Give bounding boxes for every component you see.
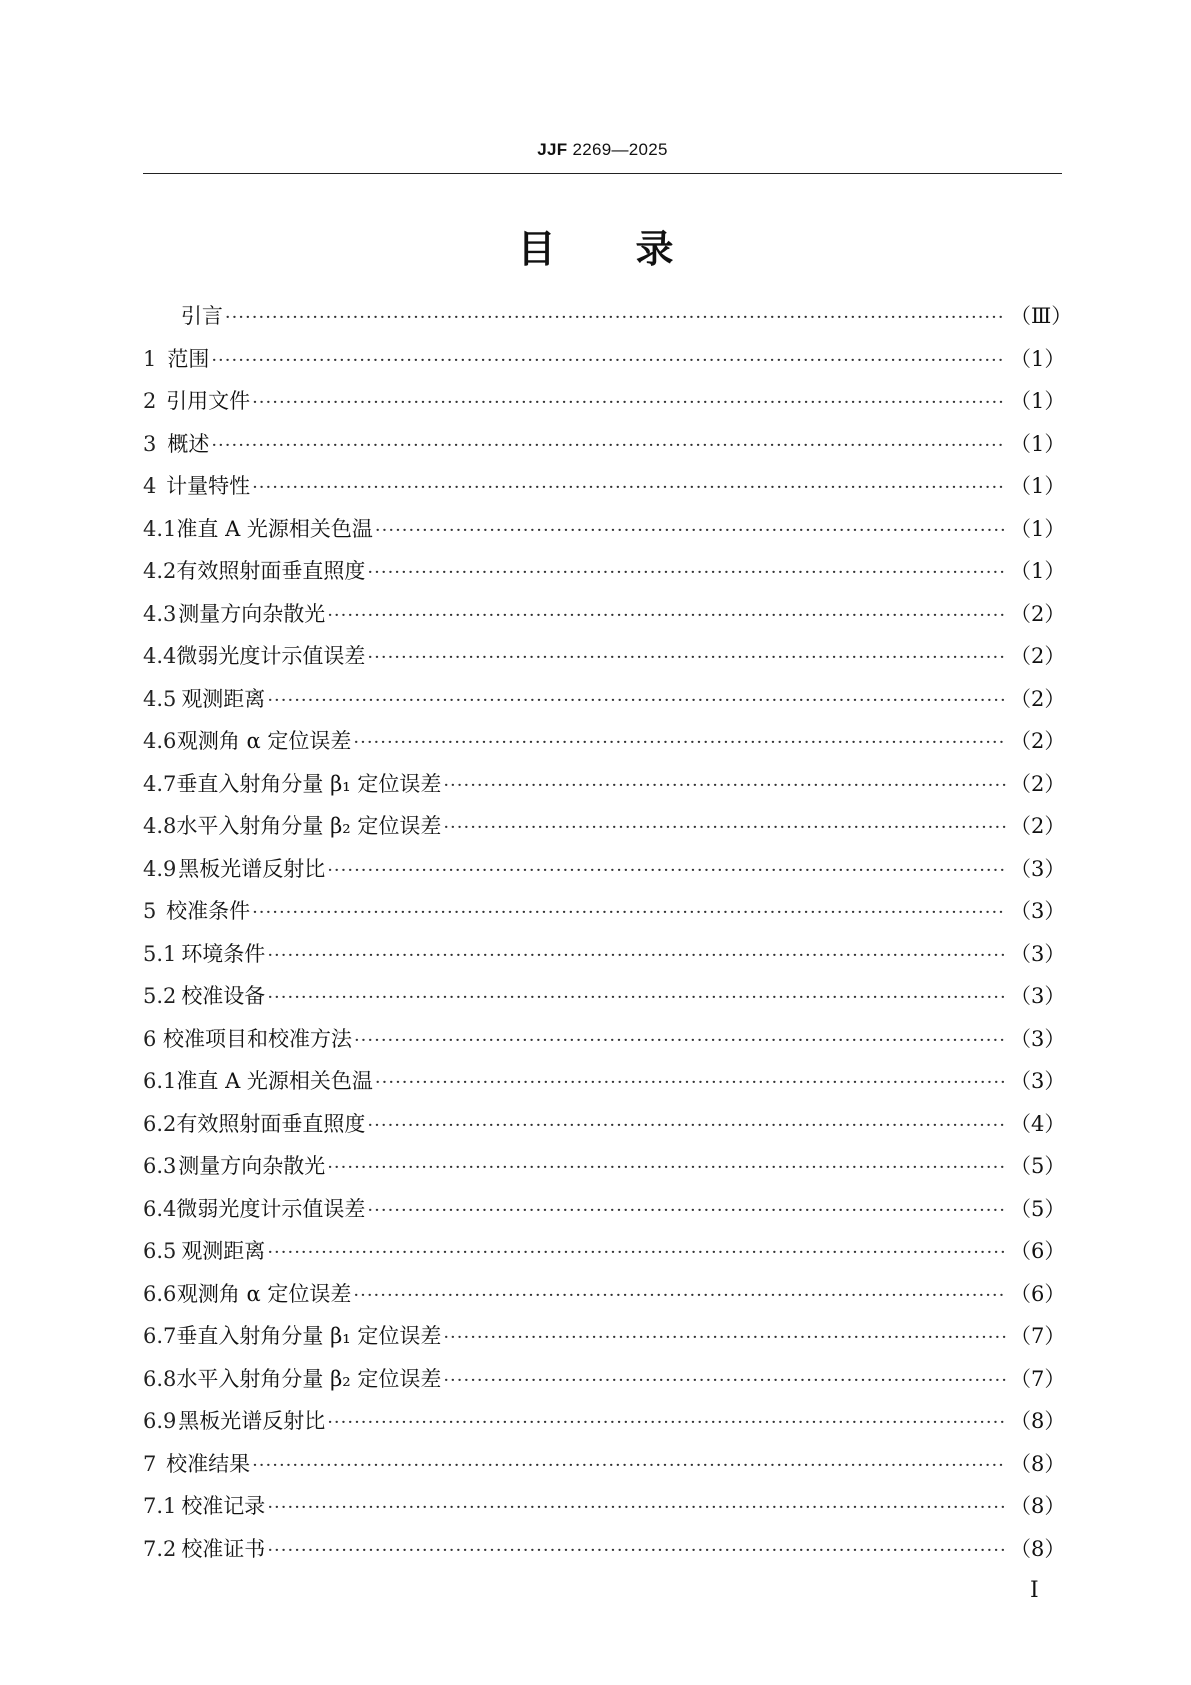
toc-entry-page: （4） — [1010, 1111, 1066, 1136]
toc-entry[interactable] — [143, 1023, 1066, 1066]
toc-entry-title: 计量特性 — [166, 474, 251, 498]
toc-entry[interactable] — [143, 300, 1073, 343]
toc-dot-leader — [267, 987, 1006, 1008]
toc-entry-title: 准直 A 光源相关色温 — [176, 1069, 373, 1093]
toc-entry-page: （8） — [1010, 1536, 1066, 1561]
toc-entry-title: 校准条件 — [166, 899, 251, 923]
toc-entry-title: 微弱光度计示值误差 — [176, 644, 366, 668]
toc-entry-number: 4.2 — [143, 559, 177, 583]
toc-entry-number: 5 — [143, 899, 157, 923]
toc-entry-title: 引言 — [180, 304, 223, 328]
toc-entry-number: 4.7 — [143, 771, 177, 796]
toc-entry-title: 观测距离 — [181, 1239, 266, 1263]
toc-dot-leader — [353, 732, 1006, 753]
toc-entry[interactable] — [143, 343, 1066, 386]
toc-entry-number: 6.5 — [143, 1239, 177, 1263]
toc-dot-leader — [267, 1540, 1006, 1561]
table-of-contents — [143, 300, 1073, 1575]
toc-entry-number: 6.9 — [143, 1409, 177, 1433]
toc-entry-number: 6.2 — [143, 1111, 177, 1136]
toc-entry[interactable] — [143, 895, 1066, 938]
toc-entry-page: （1） — [1010, 559, 1066, 583]
toc-dot-leader — [353, 1285, 1006, 1306]
toc-entry-title: 观测角 α 定位误差 — [176, 729, 352, 753]
toc-entry-title: 黑板光谱反射比 — [178, 856, 326, 881]
toc-dot-leader — [443, 1370, 1006, 1391]
toc-dot-leader — [375, 520, 1006, 541]
toc-entry-page: （Ⅲ） — [1010, 304, 1073, 328]
standard-code-number: 2269—2025 — [572, 140, 668, 159]
toc-entry-page: （1） — [1010, 346, 1066, 371]
toc-entry-number: 4.6 — [143, 729, 177, 753]
toc-entry[interactable] — [143, 980, 1066, 1023]
toc-entry-number: 7.2 — [143, 1536, 177, 1561]
toc-entry-number: 4.8 — [143, 814, 177, 838]
toc-dot-leader — [443, 775, 1006, 796]
toc-entry-title: 水平入射角分量 β₂ 定位误差 — [176, 1366, 442, 1391]
toc-entry-page: （2） — [1010, 814, 1066, 838]
toc-entry-title: 校准证书 — [181, 1536, 266, 1561]
toc-dot-leader — [252, 477, 1006, 498]
running-header — [143, 140, 1062, 160]
toc-entry-number: 6.4 — [143, 1196, 177, 1221]
toc-entry[interactable] — [143, 555, 1066, 598]
toc-dot-leader — [267, 1497, 1006, 1518]
toc-entry[interactable] — [143, 1278, 1066, 1321]
toc-dot-leader — [267, 690, 1006, 711]
toc-entry-page: （3） — [1010, 984, 1066, 1008]
toc-entry-title: 范围 — [167, 346, 210, 371]
toc-entry[interactable] — [143, 470, 1066, 513]
toc-entry-page: （2） — [1010, 686, 1066, 711]
toc-entry-title: 环境条件 — [181, 941, 266, 966]
toc-dot-leader — [267, 945, 1006, 966]
toc-entry[interactable] — [143, 768, 1066, 811]
toc-dot-leader — [327, 605, 1006, 626]
toc-entry-page: （3） — [1010, 1026, 1066, 1051]
toc-entry[interactable] — [143, 1320, 1066, 1363]
toc-dot-leader — [367, 562, 1006, 583]
header-rule — [143, 173, 1062, 174]
toc-entry-title: 有效照射面垂直照度 — [176, 1111, 366, 1136]
page-folio: Ⅰ — [1030, 1578, 1039, 1603]
toc-entry-title: 水平入射角分量 β₂ 定位误差 — [176, 814, 442, 838]
toc-entry-number: 4.5 — [143, 686, 177, 711]
toc-entry-page: （2） — [1010, 644, 1066, 668]
toc-entry-number: 3 — [143, 431, 157, 456]
toc-dot-leader — [443, 1327, 1006, 1348]
toc-entry-title: 校准记录 — [181, 1494, 266, 1518]
toc-entry[interactable] — [143, 1405, 1066, 1448]
toc-entry-title: 垂直入射角分量 β₁ 定位误差 — [176, 1324, 442, 1348]
toc-entry-number: 4.4 — [143, 644, 177, 668]
toc-entry[interactable] — [143, 640, 1066, 683]
toc-entry-page: （2） — [1010, 771, 1066, 796]
toc-entry-title: 观测角 α 定位误差 — [176, 1281, 352, 1306]
toc-entry-page: （3） — [1010, 856, 1066, 881]
toc-entry-number: 6.3 — [143, 1154, 177, 1178]
toc-entry-page: （8） — [1010, 1409, 1066, 1433]
toc-dot-leader — [211, 435, 1006, 456]
toc-entry-page: （2） — [1010, 729, 1066, 753]
toc-entry-title: 微弱光度计示值误差 — [176, 1196, 366, 1221]
toc-entry-title: 校准项目和校准方法 — [162, 1026, 352, 1051]
toc-dot-leader — [367, 647, 1006, 668]
toc-dot-leader — [375, 1072, 1006, 1093]
toc-entry[interactable] — [143, 1065, 1066, 1108]
toc-entry-page: （3） — [1010, 941, 1066, 966]
toc-entry-page: （8） — [1010, 1494, 1066, 1518]
toc-entry-title: 垂直入射角分量 β₁ 定位误差 — [176, 771, 442, 796]
toc-entry-page: （2） — [1010, 601, 1066, 626]
toc-dot-leader — [367, 1200, 1006, 1221]
toc-entry-number: 7.1 — [143, 1494, 177, 1518]
toc-entry-number: 4.1 — [143, 516, 177, 541]
toc-entry-number: 6.6 — [143, 1281, 177, 1306]
toc-entry-page: （3） — [1010, 899, 1066, 923]
toc-entry-title: 测量方向杂散光 — [178, 1154, 326, 1178]
toc-entry-page: （5） — [1010, 1196, 1066, 1221]
toc-entry-page: （6） — [1010, 1239, 1066, 1263]
toc-dot-leader — [367, 1115, 1006, 1136]
toc-dot-leader — [267, 1242, 1006, 1263]
toc-entry[interactable] — [143, 1108, 1066, 1151]
toc-entry-number: 6.1 — [143, 1069, 177, 1093]
toc-entry-number: 4.3 — [143, 601, 177, 626]
toc-entry-page: （3） — [1010, 1069, 1066, 1093]
toc-entry[interactable] — [143, 1363, 1066, 1406]
toc-entry-title: 观测距离 — [181, 686, 266, 711]
toc-entry-number: 4 — [143, 474, 157, 498]
toc-entry[interactable] — [143, 1448, 1066, 1491]
toc-dot-leader — [252, 902, 1006, 923]
toc-entry-number: 7 — [143, 1451, 157, 1476]
toc-entry[interactable] — [143, 1533, 1066, 1576]
toc-entry-number: 5.1 — [143, 941, 177, 966]
toc-entry-number: 6.7 — [143, 1324, 177, 1348]
toc-entry-title: 准直 A 光源相关色温 — [176, 516, 373, 541]
toc-title: 目录 — [517, 227, 754, 271]
toc-entry-title: 黑板光谱反射比 — [178, 1409, 326, 1433]
toc-entry[interactable] — [143, 1150, 1066, 1193]
toc-entry-title: 有效照射面垂直照度 — [176, 559, 366, 583]
toc-entry-number: 6.8 — [143, 1366, 177, 1391]
toc-entry[interactable] — [143, 1235, 1066, 1278]
toc-entry-title: 测量方向杂散光 — [178, 601, 326, 626]
toc-entry[interactable] — [143, 385, 1066, 428]
standard-code-prefix: JJF — [537, 140, 568, 159]
toc-entry-page: （7） — [1010, 1324, 1066, 1348]
toc-entry-page: （6） — [1010, 1281, 1066, 1306]
toc-entry-number: 5.2 — [143, 984, 177, 1008]
toc-entry[interactable] — [143, 725, 1066, 768]
toc-entry[interactable] — [143, 1490, 1066, 1533]
toc-entry-page: （8） — [1010, 1451, 1066, 1476]
toc-entry[interactable] — [143, 683, 1066, 726]
toc-dot-leader — [354, 1030, 1006, 1051]
toc-entry-number: 1 — [143, 346, 157, 371]
toc-entry-page: （1） — [1010, 431, 1066, 456]
toc-entry-number: 2 — [143, 389, 157, 413]
toc-dot-leader — [443, 817, 1006, 838]
toc-dot-leader — [211, 350, 1006, 371]
toc-entry-number: 4.9 — [143, 856, 177, 881]
toc-entry[interactable] — [143, 598, 1066, 641]
toc-dot-leader — [252, 392, 1006, 413]
toc-dot-leader — [252, 1455, 1006, 1476]
toc-entry[interactable] — [143, 853, 1066, 896]
toc-entry-title: 校准设备 — [181, 984, 266, 1008]
toc-entry[interactable] — [143, 810, 1066, 853]
toc-entry-page: （1） — [1010, 516, 1066, 541]
toc-entry-title: 校准结果 — [166, 1451, 251, 1476]
toc-entry[interactable] — [143, 513, 1066, 556]
toc-entry-page: （5） — [1010, 1154, 1066, 1178]
toc-entry[interactable] — [143, 938, 1066, 981]
toc-entry-title: 引用文件 — [166, 389, 251, 413]
toc-dot-leader — [225, 307, 1006, 328]
toc-entry-page: （1） — [1010, 389, 1066, 413]
toc-entry[interactable] — [143, 428, 1066, 471]
toc-dot-leader — [327, 860, 1006, 881]
toc-entry-title: 概述 — [167, 431, 210, 456]
toc-entry[interactable] — [143, 1193, 1066, 1236]
toc-entry-page: （1） — [1010, 474, 1066, 498]
toc-dot-leader — [327, 1157, 1006, 1178]
toc-entry-number: 6 — [143, 1026, 157, 1051]
toc-dot-leader — [327, 1412, 1006, 1433]
toc-entry-page: （7） — [1010, 1366, 1066, 1391]
